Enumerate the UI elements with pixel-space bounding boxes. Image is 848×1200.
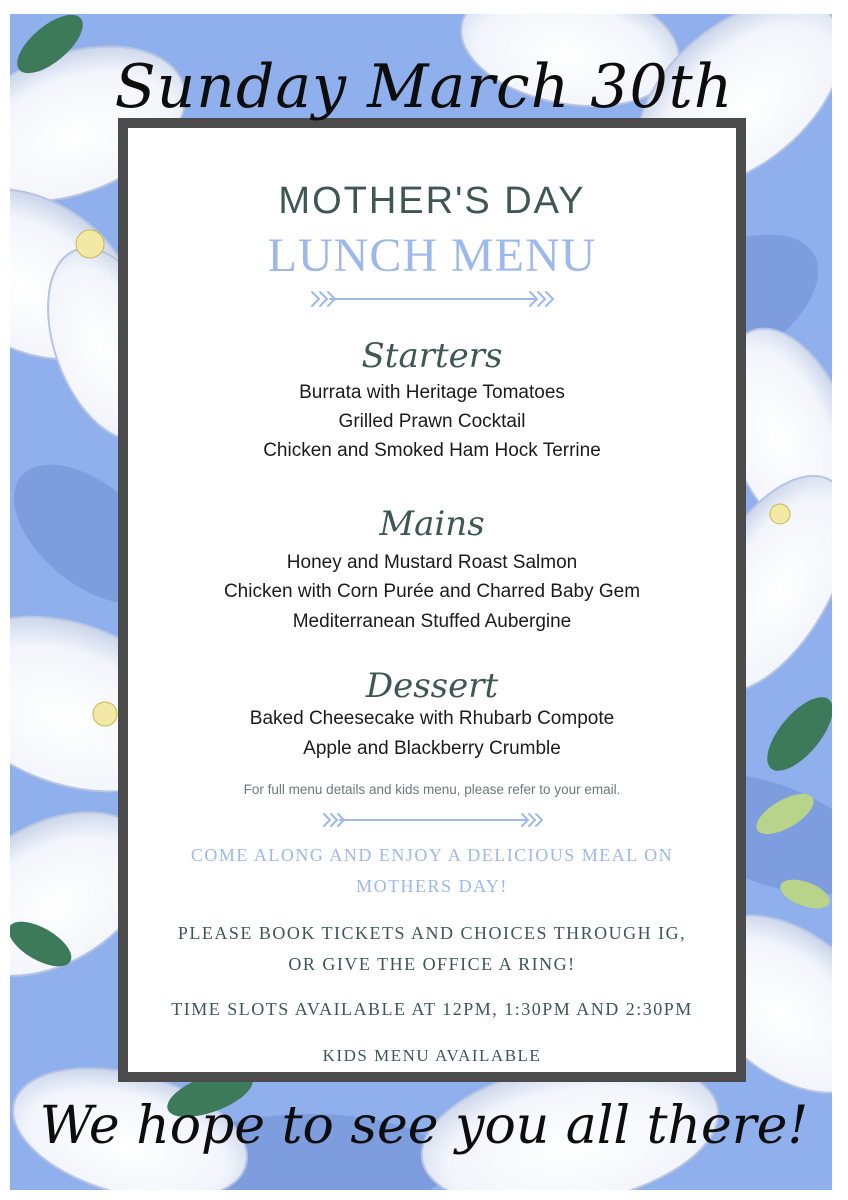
- arrow-divider-icon: [308, 290, 558, 308]
- footer-message: We hope to see you all there!: [39, 1096, 809, 1156]
- section-heading-mains: Mains: [379, 504, 485, 544]
- invite-line: MOTHERS DAY!: [356, 876, 508, 896]
- menu-item: Apple and Blackberry Crumble: [303, 738, 561, 759]
- booking-line: PLEASE BOOK TICKETS AND CHOICES THROUGH IG,: [177, 923, 687, 943]
- menu-item: Burrata with Heritage Tomatoes: [299, 382, 565, 403]
- menu-note: For full menu details and kids menu, please refer to your email.: [243, 782, 621, 797]
- menu-item: Chicken with Corn Purée and Charred Baby Gem: [223, 581, 641, 602]
- menu-title-line1: MOTHER'S DAY: [278, 180, 586, 222]
- event-date-heading: Sunday March 30th: [114, 52, 734, 122]
- menu-item: Baked Cheesecake with Rhubarb Compote: [249, 708, 615, 729]
- kids-menu-text: KIDS MENU AVAILABLE: [322, 1046, 542, 1065]
- menu-item: Honey and Mustard Roast Salmon: [286, 552, 578, 573]
- menu-item: Mediterranean Stuffed Aubergine: [292, 611, 572, 632]
- booking-line: OR GIVE THE OFFICE A RING!: [288, 954, 576, 974]
- invite-text: [128, 840, 736, 902]
- menu-item: Chicken and Smoked Ham Hock Terrine: [263, 440, 601, 461]
- section-heading-starters: Starters: [361, 336, 503, 376]
- section-heading-dessert: Dessert: [365, 666, 499, 706]
- menu-item: Grilled Prawn Cocktail: [338, 411, 526, 432]
- menu-title-line2: LUNCH MENU: [267, 229, 597, 282]
- menu-card: [118, 118, 746, 1082]
- invite-line: COME ALONG AND ENJOY A DELICIOUS MEAL ON: [190, 845, 674, 865]
- booking-text: [128, 918, 736, 980]
- arrow-divider-icon: [320, 812, 546, 828]
- time-slots-text: TIME SLOTS AVAILABLE AT 12PM, 1:30PM AND 2:30PM: [171, 999, 693, 1019]
